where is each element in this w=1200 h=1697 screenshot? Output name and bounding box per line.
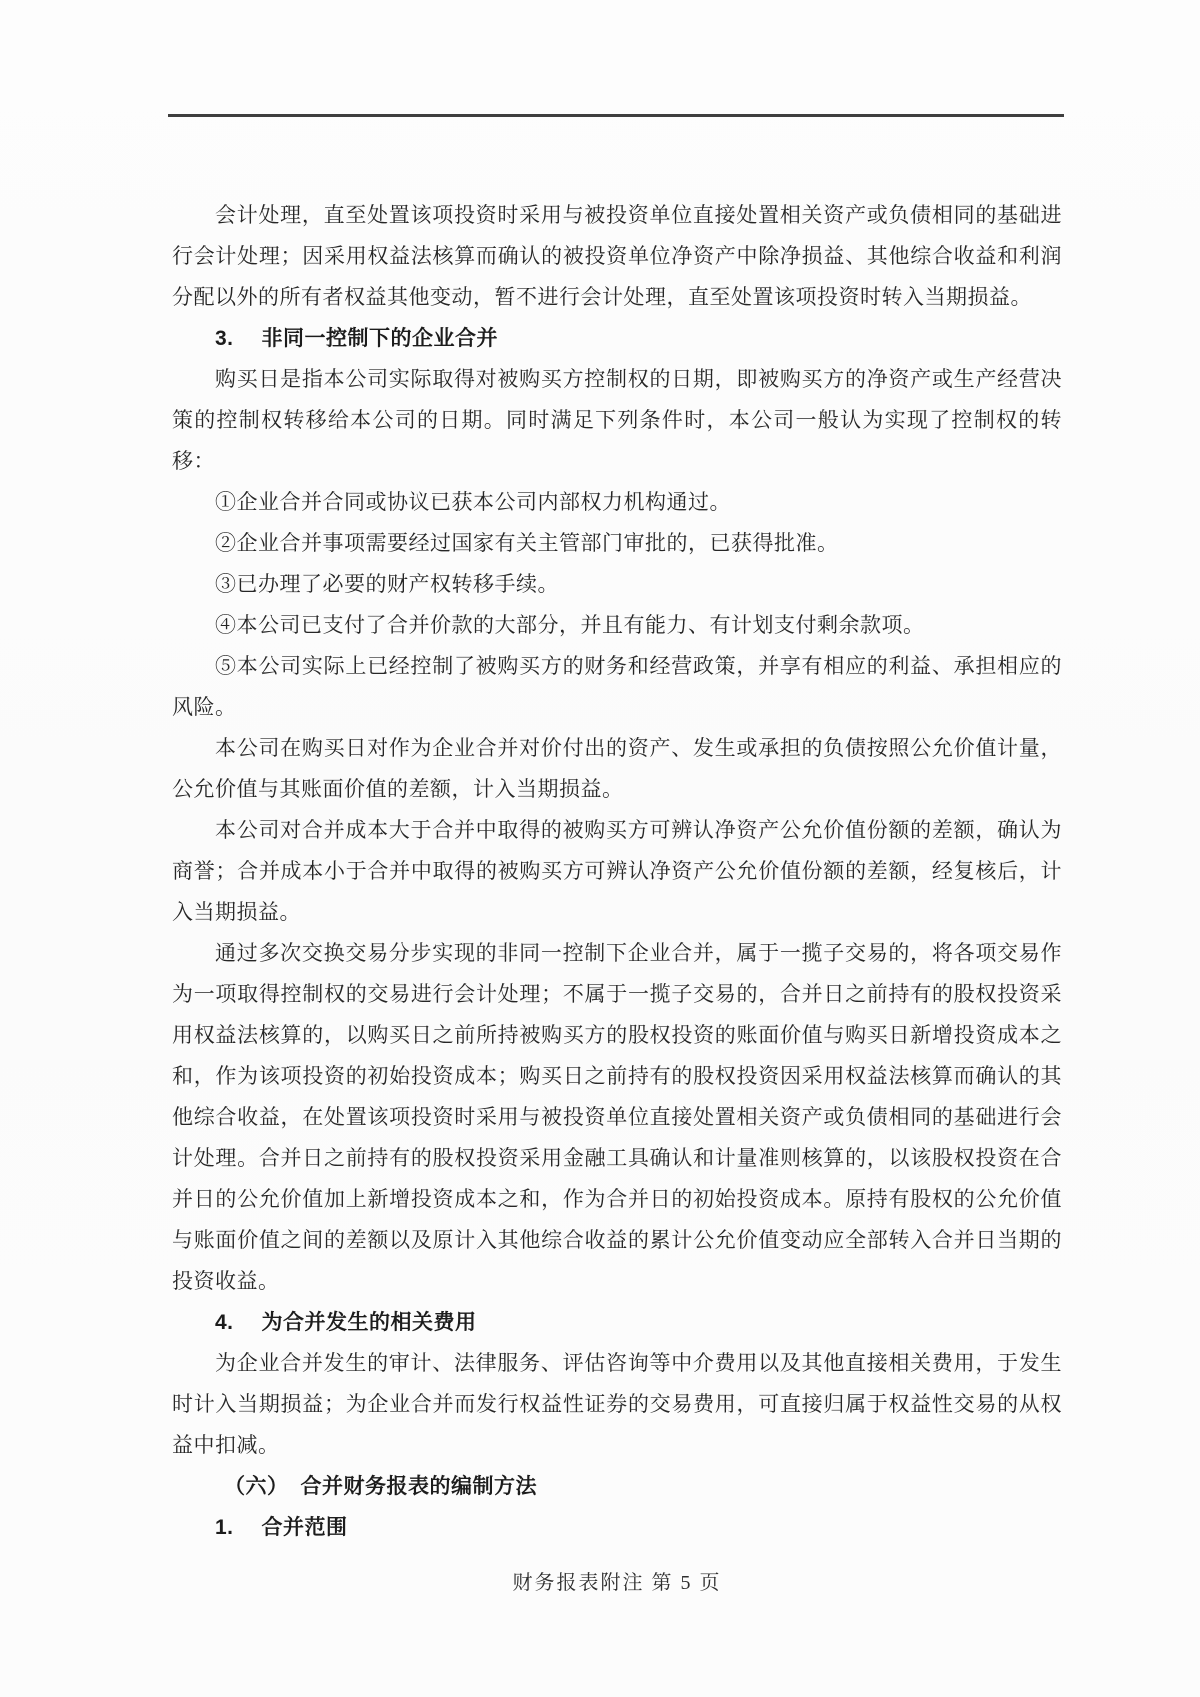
section-4-number: 4. — [215, 1311, 234, 1334]
document-body — [172, 195, 1062, 1548]
condition-item-5: ⑤本公司实际上已经控制了被购买方的财务和经营政策，并享有相应的利益、承担相应的风险。 — [172, 654, 1062, 719]
section-6-number: （六） — [224, 1475, 289, 1498]
section-3-number: 3. — [215, 327, 234, 350]
page-footer: 财务报表附注 第 5 页 — [512, 1572, 722, 1594]
section-3-title: 非同一控制下的企业合并 — [261, 327, 499, 350]
condition-item-2: ②企业合并事项需要经过国家有关主管部门审批的，已获得批准。 — [215, 531, 839, 555]
section-4-title: 为合并发生的相关费用 — [261, 1311, 477, 1334]
paragraph-step-acquisition: 通过多次交换交易分步实现的非同一控制下企业合并，属于一揽子交易的，将各项交易作为一项取得控制权的交易进行会计处理；不属于一揽子交易的，合并日之前持有的股权投资采用权益法核算的，以购买日之前所持被购买方的股权投资的账面价值与购买日新增投资成本之和，作为该项投资的初始投资成本；购买日之前持有的股权投资因采用权益法核算而确认的其他综合收益，在处置该项投资时采用与被投资单位直接处置相关资产或负债相同的基础进行会计处理。合并日之前持有的股权投资采用金融工具确认和计量准则核算的，以该股权投资在合并日的公允价值加上新增投资成本之和，作为合并日的初始投资成本。原持有股权的公允价值与账面价值之间的差额以及原计入其他综合收益的累计公允价值变动应全部转入合并日当期的投资收益。 — [172, 941, 1062, 1293]
condition-item-4: ④本公司已支付了合并价款的大部分，并且有能力、有计划支付剩余款项。 — [215, 613, 925, 637]
section-6-title: 合并财务报表的编制方法 — [300, 1475, 537, 1498]
paragraph-fair-value-measurement: 本公司在购买日对作为企业合并对价付出的资产、发生或承担的负债按照公允价值计量，公允价值与其账面价值的差额，计入当期损益。 — [172, 736, 1062, 801]
section-6-1-number: 1. — [215, 1516, 234, 1539]
section-6-1-title: 合并范围 — [261, 1516, 348, 1539]
section-heading-3 — [172, 318, 1062, 359]
section-heading-6 — [172, 1466, 1062, 1507]
paragraph-goodwill: 本公司对合并成本大于合并中取得的被购买方可辨认净资产公允价值份额的差额，确认为商誉；合并成本小于合并中取得的被购买方可辨认净资产公允价值份额的差额，经复核后，计入当期损益。 — [172, 818, 1062, 924]
header-rule — [168, 114, 1064, 117]
condition-item-3: ③已办理了必要的财产权转移手续。 — [215, 572, 559, 596]
paragraph-purchase-date: 购买日是指本公司实际取得对被购买方控制权的日期，即被购买方的净资产或生产经营决策的控制权转移给本公司的日期。同时满足下列条件时，本公司一般认为实现了控制权的转移： — [172, 367, 1062, 473]
section-heading-6-1 — [172, 1507, 1062, 1548]
paragraph-equity-method-continuation: 会计处理，直至处置该项投资时采用与被投资单位直接处置相关资产或负债相同的基础进行会计处理；因采用权益法核算而确认的被投资单位净资产中除净损益、其他综合收益和利润分配以外的所有者权益其他变动，暂不进行会计处理，直至处置该项投资时转入当期损益。 — [172, 203, 1062, 309]
condition-item-1: ①企业合并合同或协议已获本公司内部权力机构通过。 — [215, 490, 731, 514]
paragraph-merger-fees: 为企业合并发生的审计、法律服务、评估咨询等中介费用以及其他直接相关费用，于发生时计入当期损益；为企业合并而发行权益性证券的交易费用，可直接归属于权益性交易的从权益中扣减。 — [172, 1351, 1062, 1457]
section-heading-4 — [172, 1302, 1062, 1343]
